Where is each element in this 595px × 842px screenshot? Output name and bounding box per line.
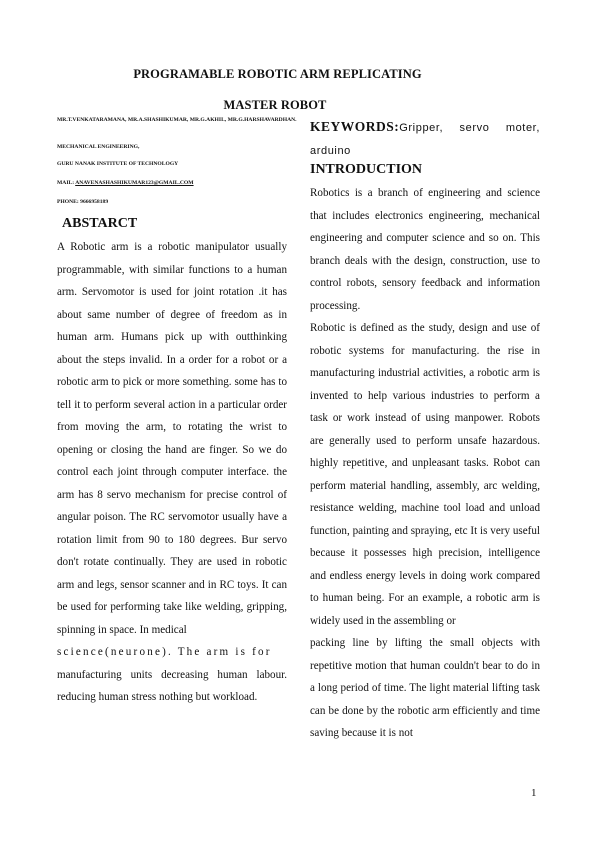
abstract-text-spaced: science(neurone). The arm is for [57, 646, 272, 658]
intro-paragraph-1: Robotics is a branch of engineering and science that includes electronics engineering, mechanical engineering and computer science and so on. This branch deals with the design, construction, use to control robots, sensory feedback and information processing. [310, 187, 540, 312]
abstract-heading: ABSTARCT [62, 216, 138, 231]
author-list: MR.T.VENKATARAMANA, MR.A.SHASHIKUMAR, MR.G.AKHIL, MR.G.HARSHAVARDHAN. [57, 117, 297, 123]
intro-paragraph-3: packing line by lifting the small objects with repetitive motion that human couldn't bear to do in a long period of time. The light material lifting task can be done by the robotic arm efficiently and time saving because it is not [310, 637, 540, 739]
abstract-text-end: manufacturing units decreasing human labour. reducing human stress nothing but workload. [57, 668, 287, 703]
paper-title-line-1: PROGRAMABLE ROBOTIC ARM REPLICATING [133, 67, 422, 81]
department: MECHANICAL ENGINEERING, [57, 144, 140, 150]
page-number: 1 [531, 787, 537, 799]
intro-paragraph-2: Robotic is defined as the study, design and use of robotic systems for manufacturing. the rise in manufacturing industrial activities, a robotic arm is invented to help various industries to perform a task or work instead of using manpower. Robots are generally used to perform unsafe hazardous. highly repetitive, and unpleasant tasks. Robot can perform material handling, assembly, arc welding, resistance welding, machine tool load and unload function, painting and spraying, etc It is very useful because it possesses high precision, intelligence and endless energy levels in doing work compared to human being. For an example, a robotic arm is widely used in the assembling or [310, 322, 540, 627]
introduction-body [310, 182, 540, 745]
keywords [310, 116, 540, 162]
abstract-text: A Robotic arm is a robotic manipulator usually programmable, with similar functions to a human arm. Servomotor is used for joint rotation .it has about same number of degree of freedom as in human arm. Humans pick up with outthinking about the steps invalid. In a order for a robot or a robotic arm to pick or more something. some has to tell it to perform several action in a particular order from moving the arm, to rotating the wrist to opening or closing the hand are finger. So we do control each joint through computer interface. the arm has 8 servo mechanism for precise control of angular poison. The RC servomotor usually have a rotation limit from 90 to 180 degrees. Bur servo don't rotate continually. They are used in robotic arm and legs, sensor scanner and in RC toys. It can be used for performing take like welding, gripping, spinning in space. In medical [57, 241, 287, 636]
email-line [57, 179, 297, 187]
email-label: MAIL: [57, 180, 76, 186]
abstract-body [57, 236, 287, 709]
keywords-label: KEYWORDS: [310, 119, 400, 134]
keywords-text: Gripper, servo moter, arduino [310, 122, 540, 157]
paper-title-line-2: MASTER ROBOT [223, 98, 327, 112]
institute: GURU NANAK INSTITUTE OF TECHNOLOGY [57, 161, 179, 167]
email-link[interactable]: ANAVENASHASHIKUMAR123@GMAIL.COM [75, 180, 194, 186]
phone-line: PHONE: 9666958189 [57, 199, 109, 205]
introduction-heading: INTRODUCTION [310, 162, 423, 177]
